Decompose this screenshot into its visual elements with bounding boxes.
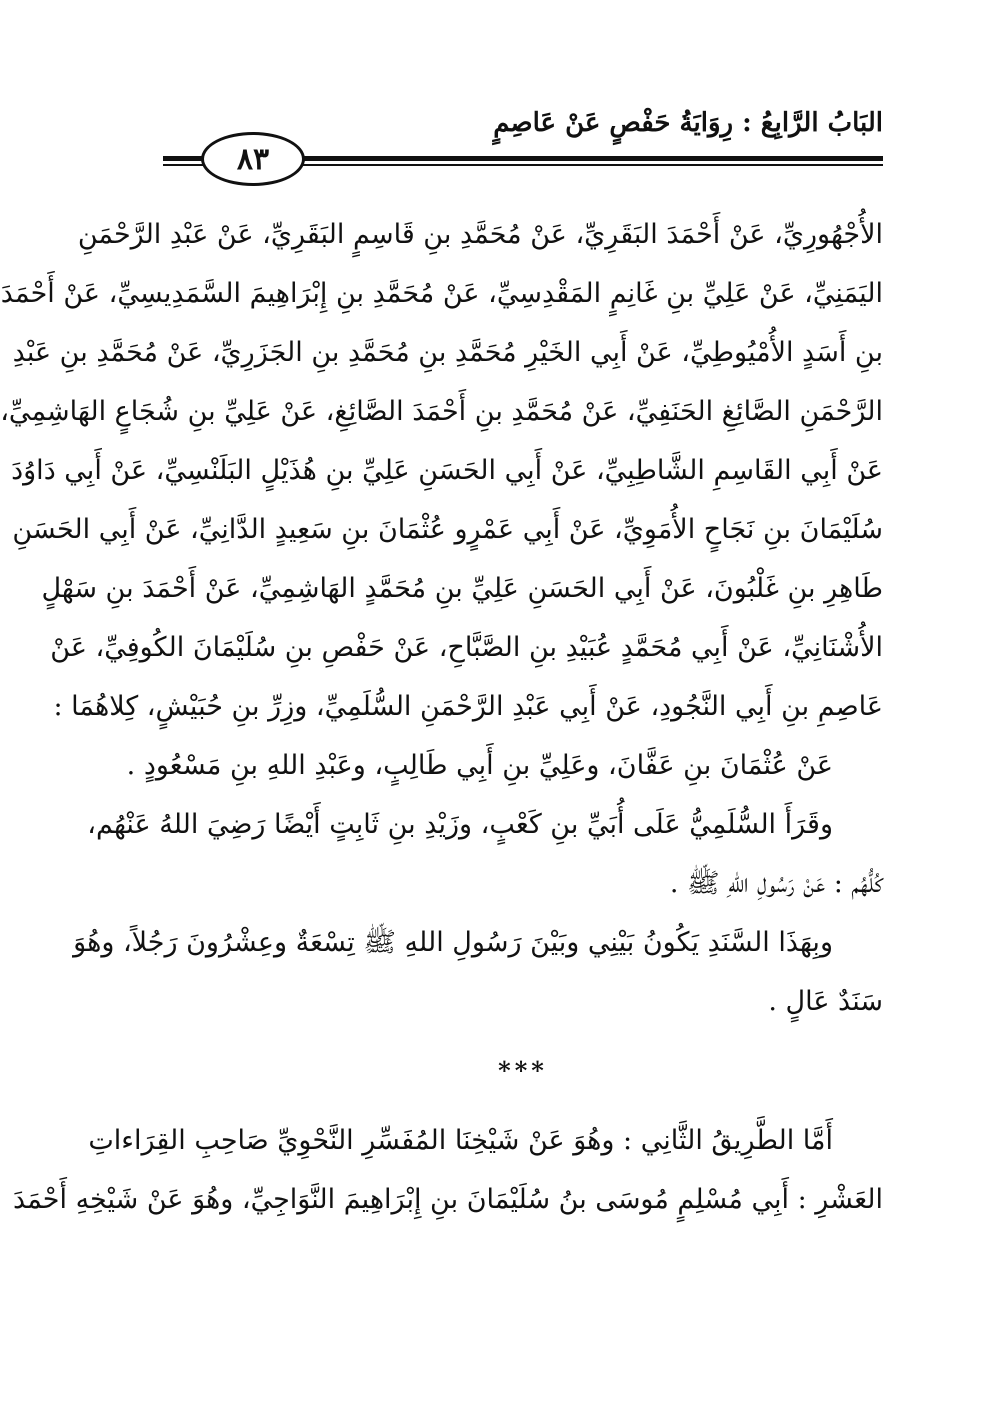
- page-header: [163, 108, 883, 198]
- page-number: ٨٣: [201, 132, 305, 186]
- section-separator: ***: [498, 1056, 548, 1085]
- text-line: طَاهِرِ بنِ غَلْبُونَ، عَنْ أَبِي الحَسَنِ عَلِيِّ بنِ مُحَمَّدٍ الهَاشِمِيِّ، عَنْ أَحْمَدَ بنِ سَهْلٍ: [41, 573, 883, 604]
- text-line: كُلُّهُم : عَنْ رَسُولِ اللهِ ﷺ .: [669, 868, 883, 899]
- text-line: عَاصِمِ بنِ أَبِي النَّجُودِ، عَنْ أَبِي عَبْدِ الرَّحْمَنِ السُّلَمِيِّ، وزِرِّ بنِ حُبَيْشٍ، كِلاهُمَا :: [53, 691, 883, 722]
- body-text: [0, 205, 883, 1229]
- chapter-title: البَابُ الرَّابِعُ : رِوَايَةُ حَفْصٍ عَنْ عَاصِمٍ: [493, 108, 883, 138]
- text-line: الرَّحْمَنِ الصَّائِغِ الحَنَفِيِّ، عَنْ مُحَمَّدِ بنِ أَحْمَدَ الصَّائِغِ، عَنْ عَلِيِّ بنِ شُجَاعٍ الهَاشِمِيِّ،: [0, 396, 883, 427]
- text-line: عَنْ عُثْمَانَ بنِ عَفَّانَ، وعَلِيِّ بنِ أَبِي طَالِبٍ، وعَبْدِ اللهِ بنِ مَسْعُودٍ .: [126, 750, 833, 781]
- text-line: بنِ أَسَدٍ الأُمْيُوطِيِّ، عَنْ أَبِي الخَيْرِ مُحَمَّدِ بنِ مُحَمَّدِ بنِ الجَزَرِيِّ، عَنْ مُحَمَّدِ بنِ عَبْدِ: [12, 337, 883, 368]
- text-line: العَشْرِ : أَبِي مُسْلِمٍ مُوسَى بنُ سُلَيْمَانَ بنِ إِبْرَاهِيمَ النَّوَاجِيِّ، وهُوَ عَنْ شَيْخِهِ أَحْمَدَ: [13, 1184, 883, 1215]
- text-line: سَنَدٌ عَالٍ .: [768, 986, 883, 1017]
- text-line: أَمَّا الطَّرِيقُ الثَّانِي : وهُوَ عَنْ شَيْخِنَا المُفَسِّرِ النَّحْوِيِّ صَاحِبِ القِرَاءاتِ: [88, 1125, 833, 1156]
- text-line: وقَرَأَ السُّلَمِيُّ عَلَى أُبَيِّ بنِ كَعْبٍ، وزَيْدِ بنِ ثَابِتٍ أَيْضًا رَضِيَ اللهُ عَنْهُم،: [87, 809, 833, 840]
- text-line: سُلَيْمَانَ بنِ نَجَاحٍ الأُمَوِيِّ، عَنْ أَبِي عَمْرٍو عُثْمَانَ بنِ سَعِيدٍ الدَّانِيِّ، عَنْ أَبِي الحَسَنِ: [12, 514, 883, 545]
- text-line: الأُجْهُورِيِّ، عَنْ أَحْمَدَ البَقَرِيِّ، عَنْ مُحَمَّدِ بنِ قَاسِمٍ البَقَرِيِّ، عَنْ عَبْدِ الرَّحْمَنِ: [77, 219, 883, 250]
- text-line: عَنْ أَبِي القَاسِمِ الشَّاطِبِيِّ، عَنْ أَبِي الحَسَنِ عَلِيِّ بنِ هُذَيْلٍ البَلَنْسِيِّ، عَنْ أَبِي دَاوُدَ: [11, 455, 883, 486]
- text-line: وبِهَذَا السَّنَدِ يَكُونُ بَيْنِي وبَيْنَ رَسُولِ اللهِ ﷺ تِسْعَةٌ وعِشْرُونَ رَجُلاً، وهُوَ: [73, 927, 833, 958]
- text-line: اليَمَنِيِّ، عَنْ عَلِيِّ بنِ غَانِمٍ المَقْدِسِيِّ، عَنْ مُحَمَّدِ بنِ إِبْرَاهِيمَ السَّمَدِيسِيِّ، عَنْ أَحْمَدَ: [0, 278, 883, 309]
- text-line: الأُشْنَانِيِّ، عَنْ أَبِي مُحَمَّدٍ عُبَيْدِ بنِ الصَّبَّاحِ، عَنْ حَفْصِ بنِ سُلَيْمَانَ الكُوفِيِّ، عَنْ: [50, 632, 883, 663]
